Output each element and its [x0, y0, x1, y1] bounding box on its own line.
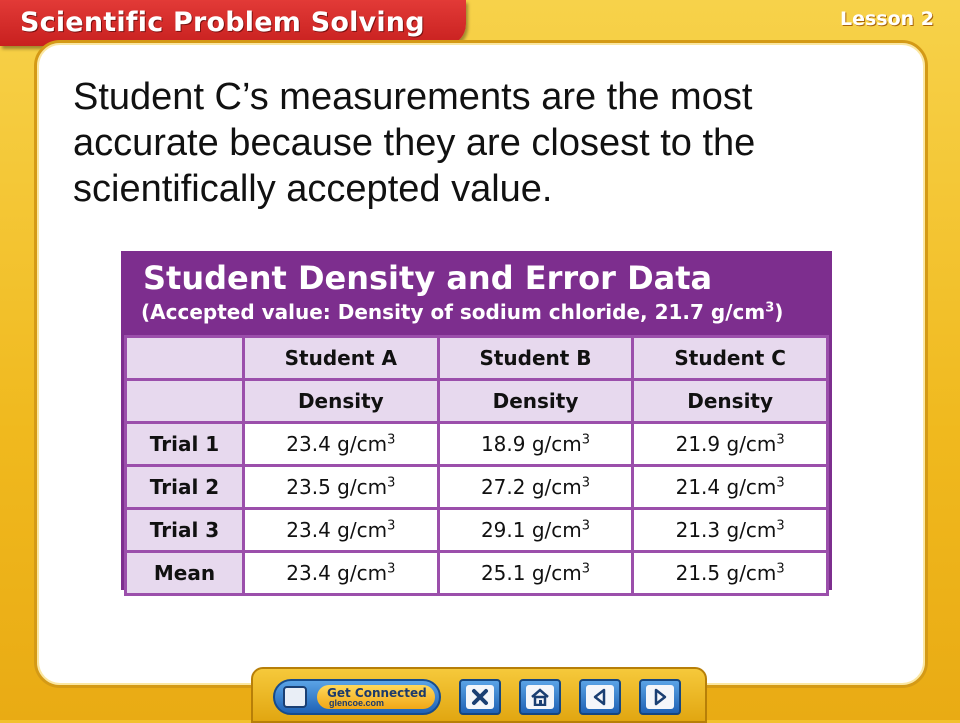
row-label: Trial 3 — [126, 509, 244, 552]
cell-value: 21.3 — [675, 518, 721, 542]
cell-unit: g/cm — [337, 561, 388, 585]
table-cell — [633, 509, 828, 552]
table-cell — [438, 509, 633, 552]
cell-unit-sup: 3 — [387, 432, 396, 448]
navigation-bar — [251, 667, 707, 723]
close-button[interactable] — [459, 679, 501, 715]
row-label: Trial 1 — [126, 423, 244, 466]
table-subtitle-close: ) — [774, 300, 784, 324]
cell-unit: g/cm — [337, 475, 388, 499]
cell-value: 23.4 — [286, 561, 331, 585]
cell-value: 21.4 — [675, 475, 721, 499]
table-cell — [244, 466, 439, 509]
column-header: Student A — [244, 337, 439, 380]
cell-unit-sup: 3 — [581, 432, 591, 448]
cell-unit: g/cm — [531, 475, 582, 499]
cell-unit: g/cm — [531, 518, 582, 542]
table-subheader-row — [126, 380, 828, 423]
arrow-left-icon — [586, 685, 614, 709]
arrow-right-icon — [646, 685, 674, 709]
get-connected-button[interactable] — [273, 679, 441, 715]
column-subheader: Density — [244, 380, 439, 423]
table-subtitle-sup: 3 — [765, 300, 775, 316]
table-row — [126, 466, 828, 509]
table-cell — [633, 466, 828, 509]
column-header: Student C — [633, 337, 828, 380]
cell-unit-sup: 3 — [581, 561, 591, 577]
table-title: Student Density and Error Data — [143, 259, 713, 297]
close-icon — [466, 685, 494, 709]
table-row — [126, 423, 828, 466]
cell-unit: g/cm — [531, 432, 582, 456]
table-row — [126, 509, 828, 552]
cell-value: 21.5 — [675, 561, 721, 585]
table-cell — [633, 423, 828, 466]
cell-unit: g/cm — [726, 518, 777, 542]
cell-unit-sup: 3 — [581, 475, 591, 491]
table-cell — [438, 466, 633, 509]
cell-unit-sup: 3 — [581, 518, 591, 534]
cell-value: 27.2 — [480, 475, 526, 499]
table-cell — [244, 552, 439, 595]
cell-value: 29.1 — [480, 518, 526, 542]
get-connected-url: glencoe.com — [329, 698, 385, 708]
next-button[interactable] — [639, 679, 681, 715]
cell-unit: g/cm — [337, 518, 388, 542]
get-connected-label-wrap — [317, 685, 435, 709]
cell-value: 23.5 — [286, 475, 331, 499]
table-subtitle-text: (Accepted value: Density of sodium chloride, 21.7 g/cm — [141, 300, 766, 324]
cell-unit: g/cm — [726, 561, 777, 585]
lesson-label: Lesson 2 — [839, 8, 934, 30]
cell-value: 21.9 — [675, 432, 721, 456]
column-subheader: Density — [633, 380, 828, 423]
slide-title: Scientific Problem Solving — [20, 7, 425, 38]
cell-unit-sup: 3 — [776, 561, 785, 577]
statement-text: Student C’s measurements are the most accurate because they are closest to the scientifically accepted value. — [73, 76, 756, 210]
row-label: Trial 2 — [126, 466, 244, 509]
cell-unit-sup: 3 — [387, 518, 396, 534]
column-subheader: Density — [438, 380, 633, 423]
cell-unit-sup: 3 — [776, 475, 785, 491]
cell-value: 23.4 — [286, 518, 331, 542]
data-table-card — [121, 251, 832, 590]
cell-unit: g/cm — [726, 432, 777, 456]
table-cell — [244, 423, 439, 466]
row-label: Mean — [126, 552, 244, 595]
cell-unit: g/cm — [531, 561, 582, 585]
get-connected-label: Get Connected — [327, 686, 427, 700]
cell-unit-sup: 3 — [776, 518, 785, 534]
cell-value: 18.9 — [480, 432, 526, 456]
cell-unit-sup: 3 — [387, 475, 396, 491]
column-header: Student B — [438, 337, 633, 380]
table-corner-cell — [126, 380, 244, 423]
cell-unit: g/cm — [726, 475, 777, 499]
cell-value: 25.1 — [480, 561, 526, 585]
computer-icon — [283, 686, 307, 708]
table-cell — [244, 509, 439, 552]
table-cell — [438, 552, 633, 595]
table-subtitle — [141, 300, 783, 324]
home-button[interactable] — [519, 679, 561, 715]
cell-unit-sup: 3 — [776, 432, 785, 448]
cell-unit: g/cm — [337, 432, 388, 456]
table-cell — [633, 552, 828, 595]
previous-button[interactable] — [579, 679, 621, 715]
cell-value: 23.4 — [286, 432, 331, 456]
table-cell — [438, 423, 633, 466]
table-header-row — [126, 337, 828, 380]
density-table — [124, 335, 829, 596]
cell-unit-sup: 3 — [387, 561, 396, 577]
home-icon — [526, 685, 554, 709]
table-corner-cell — [126, 337, 244, 380]
table-row — [126, 552, 828, 595]
